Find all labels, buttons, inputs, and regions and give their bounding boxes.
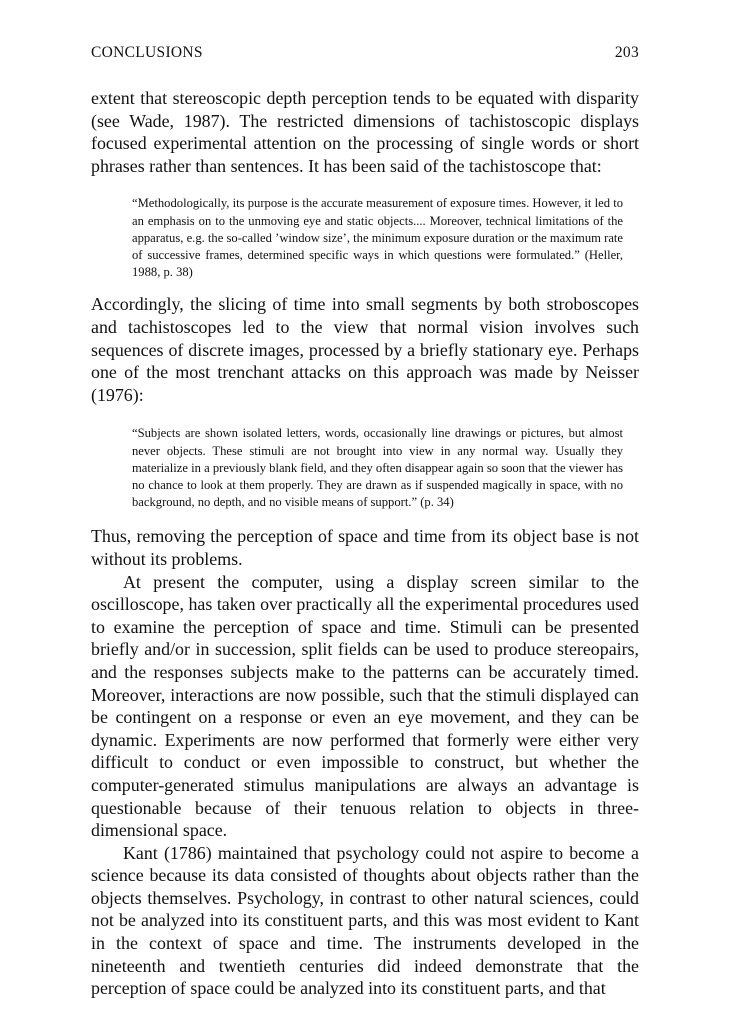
paragraph-2: Accordingly, the slicing of time into small segments by both stroboscopes and tachistoscopes led to the view that normal vision involves such sequences of discrete images, processed by a briefly stationary eye. Perhaps one of the most trenchant attacks on this approach was made by Neisser (1976): <box>91 294 639 405</box>
paragraph-3: Thus, removing the perception of space and time from its object base is not without its problems. <box>91 526 639 569</box>
book-page <box>91 44 639 1000</box>
paragraph-5: Kant (1786) maintained that psychology could not aspire to become a science because its data consisted of thoughts about objects rather than the objects themselves. Psychology, in contrast to other natural sciences, could not be analyzed into its constituent parts, and this was most evident to Kant in the context of space and time. The instruments developed in the nineteenth and twentieth centuries did indeed demonstrate that the perception of space could be analyzed into its constituent parts, and that <box>91 842 639 999</box>
paragraph-4: At present the computer, using a display screen similar to the oscilloscope, has taken over practically all the experimental procedures used to examine the perception of space and time. Stimuli can be presented briefly and/or in succession, split fields can be used to produce stereopairs, and the responses subjects make to the patterns can be accurately timed. Moreover, interactions are now possible, such that the stimuli displayed can be contingent on a response or even an eye movement, and they can be dynamic. Experiments are now performed that formerly were either very difficult to conduct or even impossible to construct, but whether the computer-generated stimulus manipulations are always an advantage is questionable because of their tenuous relation to objects in three-dimensional space. <box>91 571 639 841</box>
block-quote-neisser: “Subjects are shown isolated letters, words, occasionally line drawings or pictures, but almost never objects. These stimuli are not brought into view in any normal way. Usually they materialize in a previously blank field, and they often disappear again so soon that the viewer has no chance to look at them properly. They are drawn as if suspended magically in space, with no background, no depth, and no visible means of support.” (p. 34) <box>132 426 623 510</box>
chapter-title: CONCLUSIONS <box>91 44 203 61</box>
page-number: 203 <box>614 44 639 61</box>
block-quote-heller: “Methodologically, its purpose is the accurate measurement of exposure times. However, it led to an emphasis on to the unmoving eye and static objects.... Moreover, technical limitations of the apparatus, e.g. the so-called ’window size’, the minimum exposure duration or the maximum rate of successive frames, determined specific ways in which questions were formulated.” (Heller, 1988, p. 38) <box>132 196 623 280</box>
running-head <box>91 44 639 66</box>
paragraph-1: extent that stereoscopic depth perception tends to be equated with disparity (see Wade, 1987). The restricted dimensions of tachistoscopic displays focused experimental attention on the processing of single words or short phrases rather than sentences. It has been said of the tachistoscope that: <box>91 88 639 176</box>
